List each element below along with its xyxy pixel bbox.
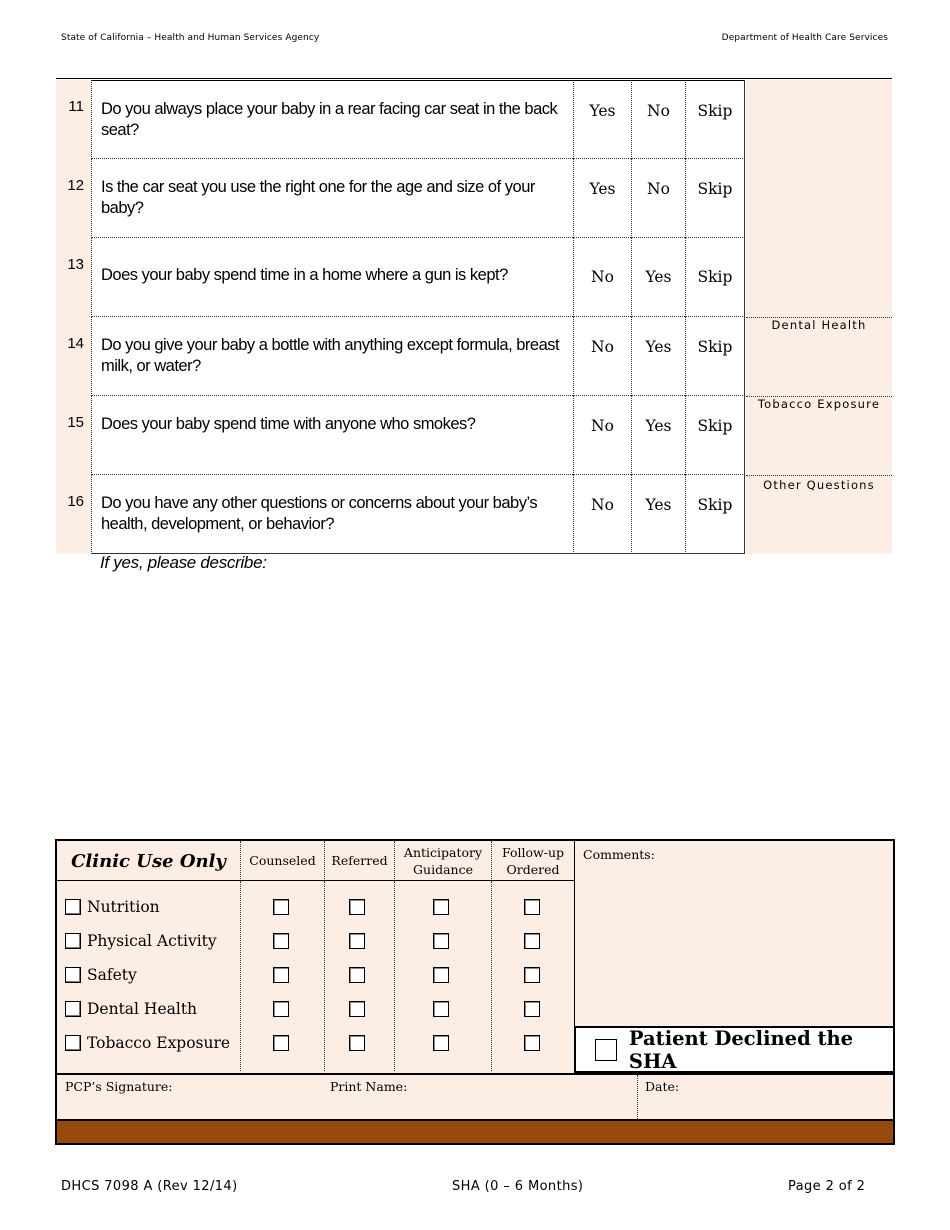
nutrition-checkbox[interactable] <box>65 899 81 915</box>
patient-declined-label: Patient Declined the SHA <box>628 1026 854 1073</box>
question-text-cell <box>91 396 573 475</box>
row-physical-activity[interactable] <box>65 932 217 950</box>
col-divider <box>240 881 241 1071</box>
answer-option-skip[interactable]: Skip <box>685 159 745 238</box>
print-name-label: Print Name: <box>330 1079 408 1094</box>
answer-option-1[interactable]: Yes <box>573 159 631 238</box>
tobacco-exposure-checkbox[interactable] <box>65 1035 81 1051</box>
top-rule <box>56 78 892 79</box>
question-row-14 <box>56 317 892 396</box>
safety-referred-checkbox[interactable] <box>349 967 365 983</box>
clinic-title: Clinic Use Only <box>57 841 240 881</box>
answer-option-2[interactable]: No <box>631 80 685 159</box>
row-label: Safety <box>87 966 137 984</box>
safety-guidance-checkbox[interactable] <box>433 967 449 983</box>
section-side-cell <box>746 475 892 554</box>
safety-checkbox[interactable] <box>65 967 81 983</box>
col-follow-up-ordered: Follow-up Ordered <box>491 841 574 881</box>
question-text-cell <box>91 475 573 554</box>
department-header: Department of Health Care Services <box>721 33 888 43</box>
answer-option-1[interactable]: No <box>573 396 631 475</box>
form-id: DHCS 7098 A (Rev 12/14) <box>61 1179 238 1194</box>
tobacco-referred-checkbox[interactable] <box>349 1035 365 1051</box>
question-table <box>56 80 892 554</box>
row-tobacco-exposure[interactable] <box>65 1034 230 1052</box>
question-text: Do you give your baby a bottle with anything except formula, breast milk, or water? <box>101 336 560 375</box>
question-text: Does your baby spend time in a home where a gun is kept? <box>101 266 508 284</box>
col-counseled: Counseled <box>240 841 324 881</box>
answer-option-1[interactable]: No <box>573 317 631 396</box>
question-row-11 <box>56 80 892 159</box>
col-anticipatory-guidance: Anticipatory Guidance <box>394 841 491 881</box>
activity-followup-checkbox[interactable] <box>524 933 540 949</box>
answer-option-2[interactable]: Yes <box>631 475 685 554</box>
question-text: Do you have any other questions or concerns about your baby’s health, development, or behavior? <box>101 494 538 533</box>
answer-option-skip[interactable]: Skip <box>685 238 745 317</box>
section-label-tobacco: Tobacco Exposure <box>757 397 881 411</box>
activity-referred-checkbox[interactable] <box>349 933 365 949</box>
section-side-cell <box>746 396 892 475</box>
section-side-cell <box>746 159 892 238</box>
signature-row <box>57 1073 893 1121</box>
pcp-signature-label: PCP’s Signature: <box>65 1079 173 1094</box>
question-row-13 <box>56 238 892 317</box>
answer-option-skip[interactable]: Skip <box>685 317 745 396</box>
answer-option-1[interactable]: Yes <box>573 80 631 159</box>
question-number: 16 <box>56 475 91 554</box>
comments-field[interactable] <box>574 841 895 1026</box>
footer-color-bar <box>57 1121 893 1143</box>
describe-prompt: If yes, please describe: <box>100 553 267 572</box>
comments-label: Comments: <box>583 847 655 862</box>
signature-divider <box>637 1075 638 1119</box>
nutrition-referred-checkbox[interactable] <box>349 899 365 915</box>
tobacco-followup-checkbox[interactable] <box>524 1035 540 1051</box>
row-label: Tobacco Exposure <box>87 1034 231 1052</box>
tobacco-counseled-checkbox[interactable] <box>273 1035 289 1051</box>
dental-health-checkbox[interactable] <box>65 1001 81 1017</box>
question-number: 11 <box>56 80 91 159</box>
answer-option-2[interactable]: Yes <box>631 238 685 317</box>
nutrition-guidance-checkbox[interactable] <box>433 899 449 915</box>
question-text-cell <box>91 317 573 396</box>
col-divider <box>491 881 492 1071</box>
question-row-16 <box>56 475 892 554</box>
question-number: 12 <box>56 159 91 238</box>
row-label: Nutrition <box>87 898 160 916</box>
patient-declined-box[interactable] <box>574 1026 895 1073</box>
dental-referred-checkbox[interactable] <box>349 1001 365 1017</box>
row-label: Dental Health <box>87 1000 198 1018</box>
question-text-cell <box>91 238 573 317</box>
patient-declined-checkbox[interactable] <box>595 1039 617 1061</box>
section-label-dental: Dental Health <box>771 318 867 332</box>
answer-option-skip[interactable]: Skip <box>685 475 745 554</box>
answer-option-1[interactable]: No <box>573 238 631 317</box>
question-text-cell <box>91 80 573 159</box>
question-text: Do you always place your baby in a rear facing car seat in the back seat? <box>101 100 558 139</box>
physical-activity-checkbox[interactable] <box>65 933 81 949</box>
section-side-cell <box>746 317 892 396</box>
col-referred: Referred <box>324 841 394 881</box>
question-number: 15 <box>56 396 91 475</box>
question-text: Does your baby spend time with anyone who smokes? <box>101 415 476 433</box>
activity-counseled-checkbox[interactable] <box>273 933 289 949</box>
answer-option-2[interactable]: Yes <box>631 317 685 396</box>
dental-followup-checkbox[interactable] <box>524 1001 540 1017</box>
form-name: SHA (0 – 6 Months) <box>452 1179 584 1194</box>
answer-option-2[interactable]: No <box>631 159 685 238</box>
page-number: Page 2 of 2 <box>788 1179 866 1194</box>
answer-option-skip[interactable]: Skip <box>685 80 745 159</box>
activity-guidance-checkbox[interactable] <box>433 933 449 949</box>
clinic-use-box <box>55 839 895 1145</box>
question-number: 14 <box>56 317 91 396</box>
question-row-15 <box>56 396 892 475</box>
row-safety[interactable] <box>65 966 137 984</box>
section-label-other: Other Questions <box>763 478 875 492</box>
answer-option-2[interactable]: Yes <box>631 396 685 475</box>
section-side-cell <box>746 80 892 159</box>
question-text: Is the car seat you use the right one for the age and size of your baby? <box>101 178 535 217</box>
safety-followup-checkbox[interactable] <box>524 967 540 983</box>
date-label: Date: <box>645 1079 680 1094</box>
col-divider <box>394 881 395 1071</box>
row-nutrition[interactable] <box>65 898 160 916</box>
answer-option-skip[interactable]: Skip <box>685 396 745 475</box>
row-label: Physical Activity <box>87 932 217 950</box>
safety-counseled-checkbox[interactable] <box>273 967 289 983</box>
nutrition-followup-checkbox[interactable] <box>524 899 540 915</box>
nutrition-counseled-checkbox[interactable] <box>273 899 289 915</box>
answer-option-1[interactable]: No <box>573 475 631 554</box>
col-divider <box>324 881 325 1071</box>
tobacco-guidance-checkbox[interactable] <box>433 1035 449 1051</box>
question-text-cell <box>91 159 573 238</box>
question-number: 13 <box>56 238 91 317</box>
agency-header: State of California – Health and Human Services Agency <box>61 33 320 43</box>
row-dental-health[interactable] <box>65 1000 197 1018</box>
dental-guidance-checkbox[interactable] <box>433 1001 449 1017</box>
dental-counseled-checkbox[interactable] <box>273 1001 289 1017</box>
question-row-12 <box>56 159 892 238</box>
section-side-cell <box>746 238 892 317</box>
